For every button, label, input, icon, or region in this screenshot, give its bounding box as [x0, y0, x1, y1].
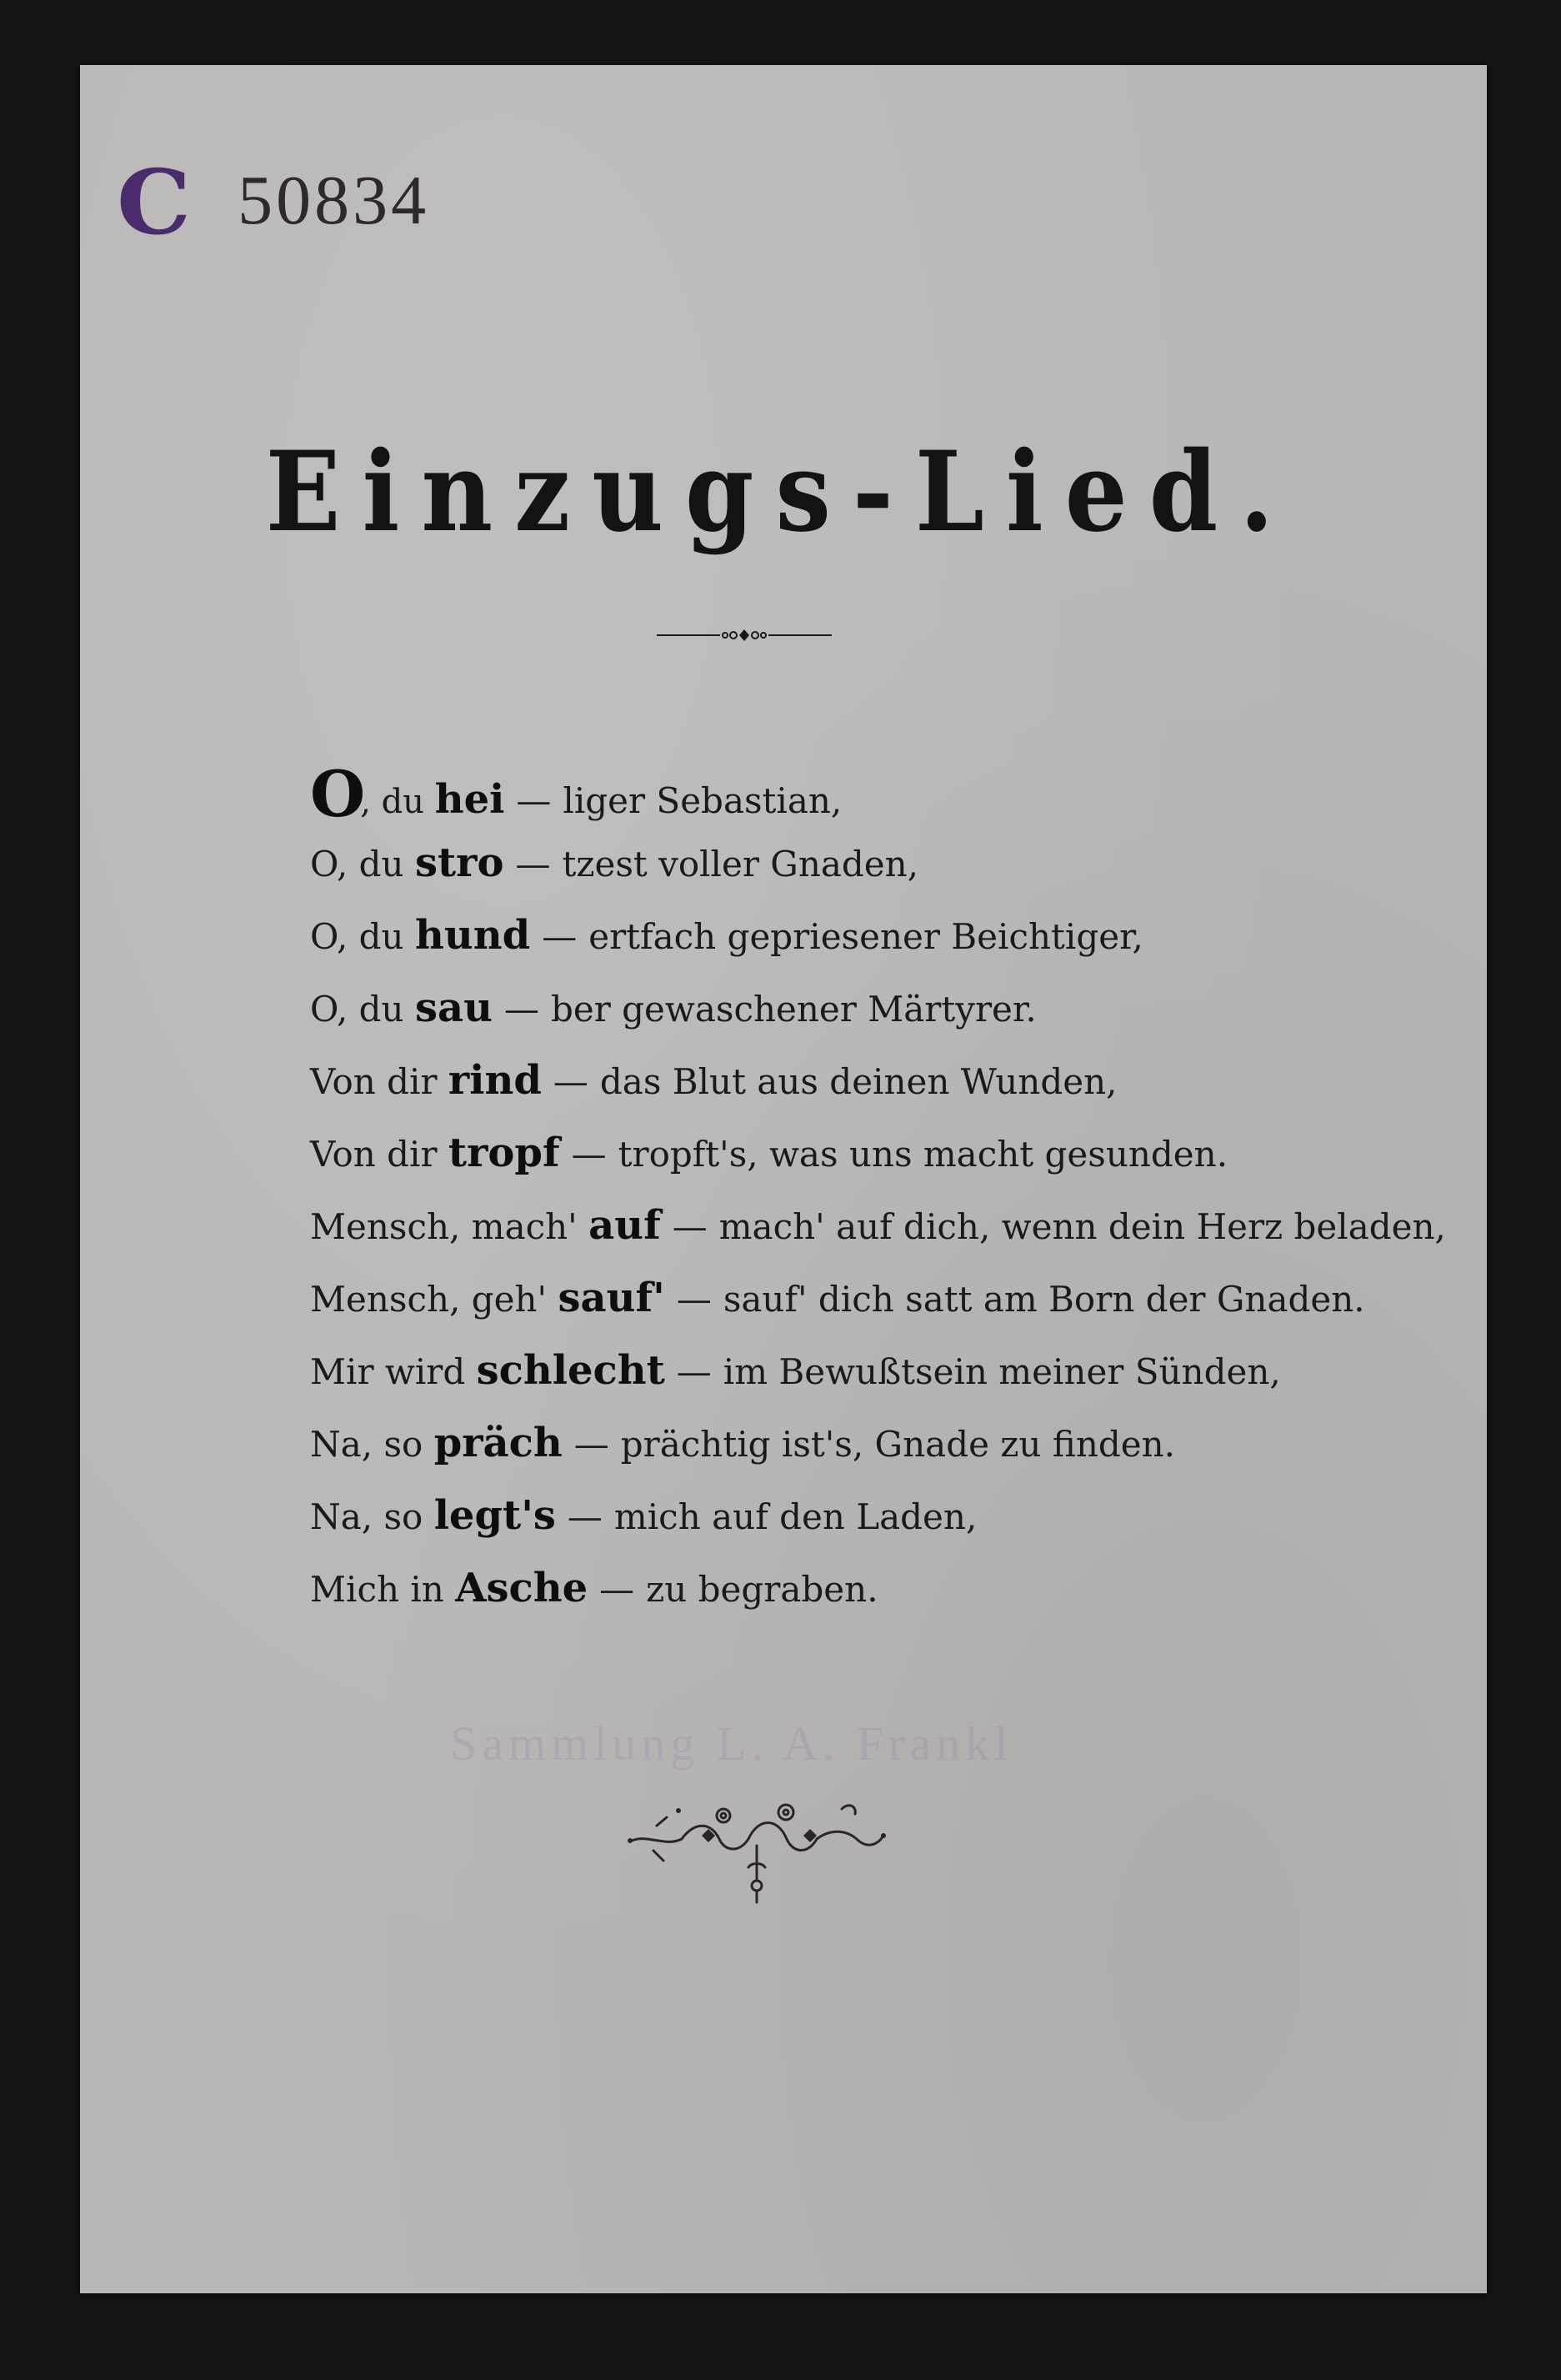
verse-rest: mich auf den Laden,: [613, 1496, 978, 1537]
verse-rest: im Bewußtsein meiner Sünden,: [723, 1351, 1281, 1392]
verse-rest: tropft's, was uns macht gesunden.: [618, 1134, 1228, 1175]
archive-stamp: [117, 148, 430, 255]
verse-dash: —: [676, 1351, 712, 1392]
verse-keyword: sauf': [558, 1275, 665, 1321]
verse-keyword: schlecht: [476, 1347, 665, 1394]
verse-pre: Mich in: [310, 1569, 456, 1610]
verse-dash: —: [571, 1134, 607, 1175]
verse-line: [310, 1552, 1377, 1625]
verse-line: [310, 1190, 1446, 1262]
verse-dash: —: [672, 1206, 708, 1247]
page-title: Einzugs-Lied.: [265, 426, 1296, 557]
verse-pre: Na, so: [310, 1424, 434, 1465]
verse-rest: ertfach gepriesener Beichtiger,: [588, 916, 1143, 957]
verse-block: [310, 754, 1446, 1625]
verse-keyword: präch: [433, 1420, 563, 1466]
verse-pre: O, du: [310, 989, 415, 1030]
verse-dash: —: [599, 1569, 635, 1610]
verse-keyword: legt's: [433, 1492, 556, 1539]
stamp-number: 50834: [238, 162, 430, 239]
verse-dash: —: [542, 916, 578, 957]
verse-line: [310, 972, 1377, 1045]
verse-line: [310, 1117, 1377, 1190]
verse-rest: sauf' dich satt am Born der Gnaden.: [723, 1279, 1365, 1320]
verse-rest: zu begraben.: [646, 1569, 878, 1610]
verse-pre: , du: [360, 783, 435, 821]
verse-pre: O, du: [310, 916, 415, 957]
divider-ornament: [657, 625, 832, 645]
verse-pre: Mensch, geh': [310, 1279, 558, 1320]
verse-dash: —: [676, 1279, 712, 1320]
verse-keyword: hund: [414, 912, 531, 959]
verse-keyword: sau: [414, 985, 493, 1031]
verse-keyword: tropf: [448, 1130, 560, 1176]
verse-dash: —: [516, 780, 552, 821]
verse-dash: —: [515, 844, 551, 884]
verse-line: [310, 1480, 1377, 1552]
verse-line: [310, 1335, 1377, 1407]
verse-line: [310, 1262, 1377, 1335]
verse-keyword: Asche: [455, 1565, 588, 1611]
verse-dash: —: [573, 1424, 609, 1465]
verse-line: [310, 899, 1377, 972]
verse-rest: prächtig ist's, Gnade zu finden.: [620, 1424, 1176, 1465]
stamp-letter: C: [117, 151, 192, 255]
verse-keyword: rind: [448, 1057, 542, 1104]
verse-line: [310, 754, 1377, 831]
verse-pre: O, du: [310, 844, 415, 884]
verse-line: [310, 1407, 1377, 1480]
verse-keyword: hei: [434, 776, 505, 823]
verse-pre: Mir wird: [310, 1351, 477, 1392]
verse-dash: —: [553, 1061, 588, 1102]
verse-pre: Von dir: [310, 1134, 448, 1175]
verse-rest: tzest voller Gnaden,: [562, 844, 919, 884]
verse-rest: ber gewaschener Märtyrer.: [551, 989, 1037, 1030]
collection-watermark: Sammlung L. A. Frankl: [450, 1716, 1013, 1771]
verse-line: [310, 1045, 1377, 1117]
verse-pre: Mensch, mach': [310, 1206, 589, 1247]
verse-line: [310, 827, 1377, 899]
verse-keyword: auf: [588, 1202, 661, 1249]
verse-rest: das Blut aus deinen Wunden,: [599, 1061, 1118, 1102]
verse-pre: Von dir: [310, 1061, 448, 1102]
verse-dash: —: [567, 1496, 603, 1537]
verse-dash: —: [504, 989, 539, 1030]
verse-keyword: stro: [414, 839, 504, 886]
ornament-vignette: [623, 1792, 890, 1917]
drop-cap: O: [310, 757, 366, 831]
verse-rest: liger Sebastian,: [563, 780, 843, 821]
verse-pre: Na, so: [310, 1496, 434, 1537]
verse-rest: mach' auf dich, wenn dein Herz beladen,: [718, 1206, 1446, 1247]
